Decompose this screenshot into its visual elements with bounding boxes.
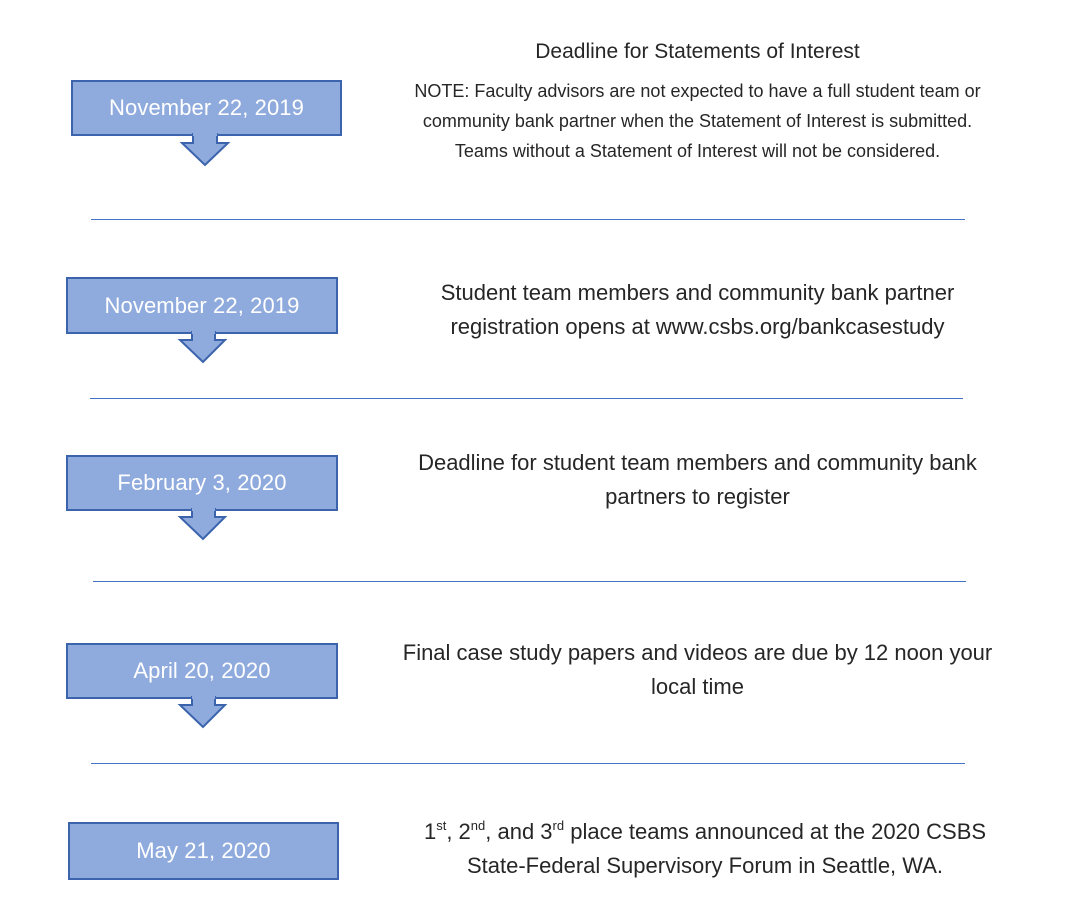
divider	[91, 763, 965, 764]
date-label: April 20, 2020	[133, 658, 271, 683]
ordinal-3: , and 3	[485, 819, 553, 844]
ordinal-2-suffix: nd	[470, 818, 486, 833]
step-text: Final case study papers and videos are due by 12 noon your local time	[402, 640, 993, 699]
date-box	[68, 822, 339, 880]
down-arrow-icon	[180, 134, 232, 168]
date-label: February 3, 2020	[117, 470, 287, 495]
step-title: Deadline for Statements of Interest	[535, 40, 860, 63]
date-box	[66, 277, 338, 334]
step-description	[375, 446, 1020, 514]
step-description	[375, 636, 1020, 704]
date-box	[71, 80, 342, 136]
ordinal-1-suffix: st	[436, 818, 447, 833]
step-text: Student team members and community bank partner registration opens at www.csbs.org/bankcasestudy	[440, 280, 955, 339]
divider	[90, 398, 963, 399]
date-label: November 22, 2019	[104, 292, 300, 318]
step-description	[385, 815, 1025, 883]
down-arrow-icon	[176, 332, 228, 366]
divider	[91, 219, 965, 220]
announcement-text: place teams announced at the 2020 CSBS State-Federal Supervisory Forum in Seattle, WA.	[466, 819, 987, 878]
down-arrow-icon	[176, 509, 228, 543]
step-text	[385, 815, 1025, 883]
ordinal-1: 1	[423, 819, 437, 844]
down-arrow-icon	[176, 697, 228, 731]
date-label: November 22, 2019	[109, 95, 304, 120]
date-box	[66, 455, 338, 511]
step-text: Deadline for student team members and community bank partners to register	[418, 450, 977, 509]
divider	[93, 581, 966, 582]
step-note: NOTE: Faculty advisors are not expected to have a full student team or community bank partner when the Statement of Interest is submitted. Teams without a Statement of Interest will not be considered.	[414, 81, 981, 161]
date-box	[66, 643, 338, 699]
ordinal-2: , 2	[446, 819, 471, 844]
step-description	[375, 38, 1020, 166]
date-label: May 21, 2020	[136, 838, 271, 863]
ordinal-3-suffix: rd	[552, 818, 565, 833]
step-description	[395, 276, 1000, 344]
